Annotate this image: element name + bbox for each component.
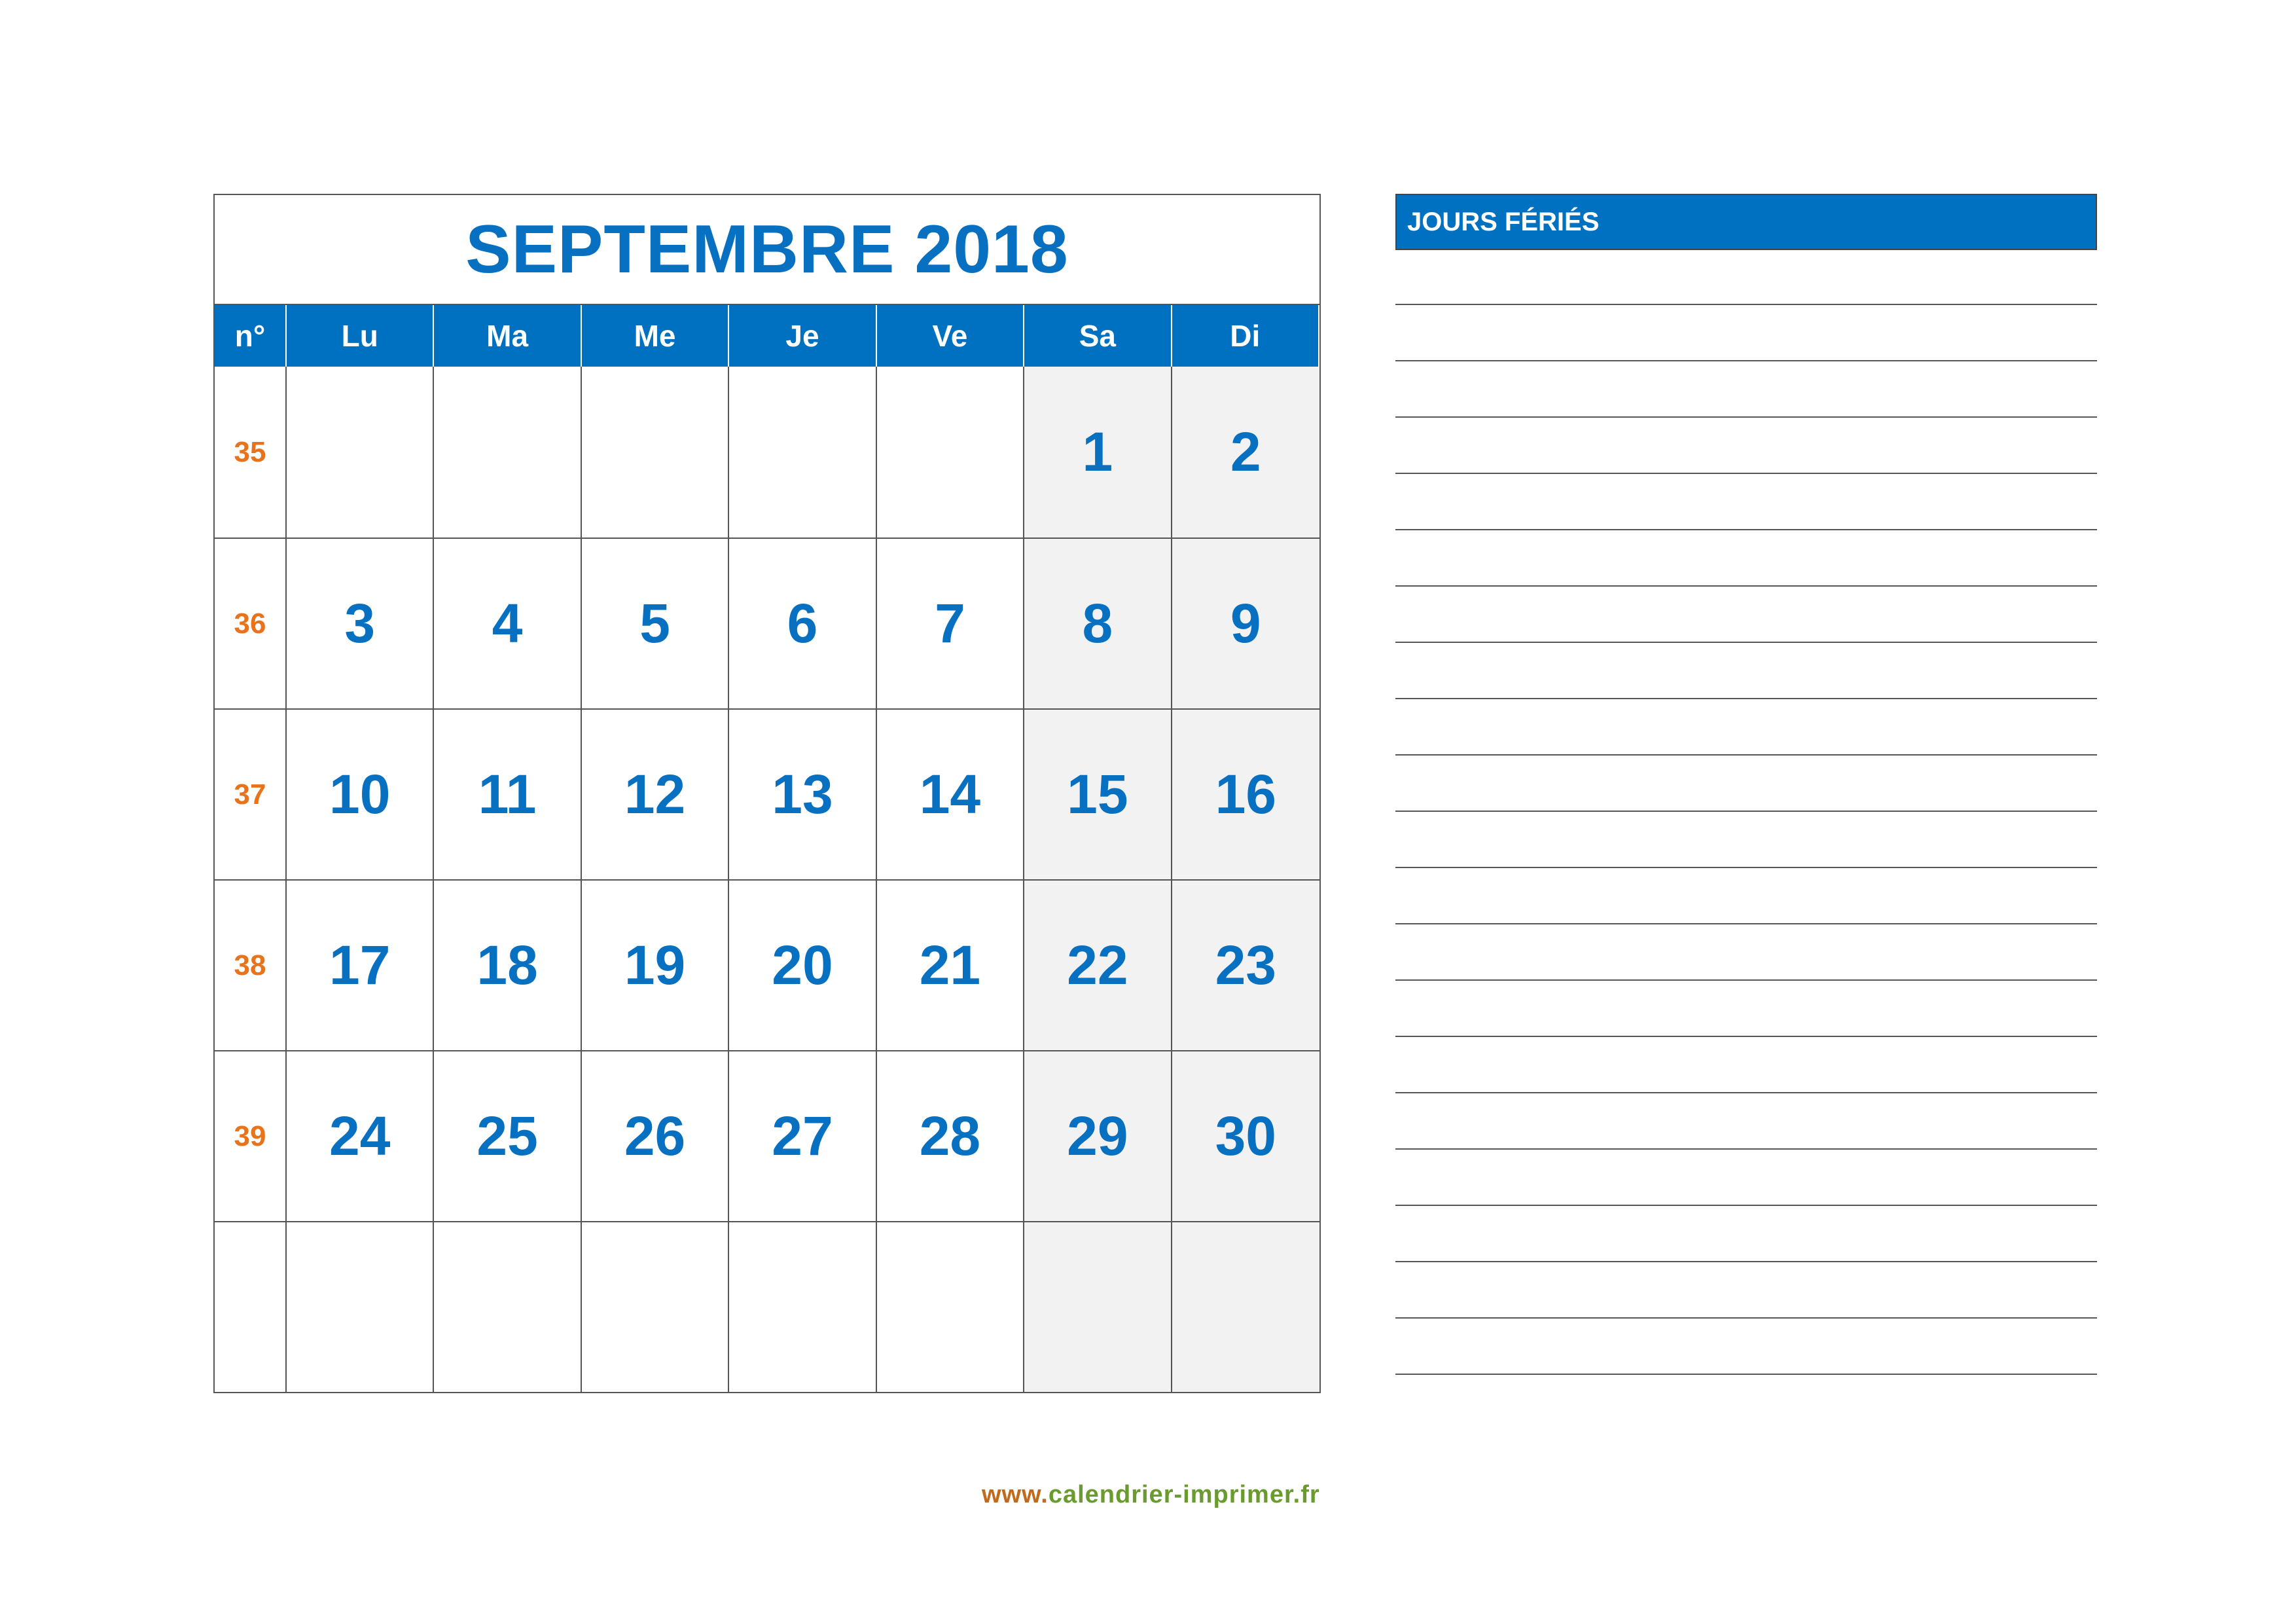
day-cell: 23 bbox=[1172, 879, 1319, 1050]
week-number: 37 bbox=[215, 708, 287, 879]
day-cell: 5 bbox=[582, 538, 729, 708]
day-cell bbox=[434, 1221, 581, 1392]
day-cell: 25 bbox=[434, 1050, 581, 1221]
day-cell: 30 bbox=[1172, 1050, 1319, 1221]
header-day-6: Sa bbox=[1024, 305, 1172, 367]
day-cell bbox=[287, 1221, 434, 1392]
header-day-3: Me bbox=[582, 305, 729, 367]
holiday-line bbox=[1395, 867, 2097, 868]
holiday-line bbox=[1395, 360, 2097, 361]
day-cell: 26 bbox=[582, 1050, 729, 1221]
calendar-grid bbox=[215, 305, 1319, 1392]
day-cell: 29 bbox=[1024, 1050, 1172, 1221]
day-cell: 20 bbox=[729, 879, 876, 1050]
header-day-2: Ma bbox=[434, 305, 581, 367]
holiday-line bbox=[1395, 698, 2097, 699]
day-cell: 11 bbox=[434, 708, 581, 879]
day-cell: 13 bbox=[729, 708, 876, 879]
header-day-5: Ve bbox=[877, 305, 1024, 367]
holiday-line bbox=[1395, 754, 2097, 756]
holiday-line bbox=[1395, 642, 2097, 643]
day-cell: 2 bbox=[1172, 367, 1319, 538]
day-cell: 22 bbox=[1024, 879, 1172, 1050]
header-week-number: n° bbox=[215, 305, 287, 367]
day-cell: 17 bbox=[287, 879, 434, 1050]
holiday-line bbox=[1395, 1205, 2097, 1206]
holiday-line bbox=[1395, 1036, 2097, 1037]
day-cell: 8 bbox=[1024, 538, 1172, 708]
holiday-line bbox=[1395, 979, 2097, 981]
day-cell: 24 bbox=[287, 1050, 434, 1221]
calendar bbox=[213, 194, 1321, 1393]
holiday-line bbox=[1395, 1148, 2097, 1150]
week-number: 38 bbox=[215, 879, 287, 1050]
holiday-line bbox=[1395, 811, 2097, 812]
day-cell bbox=[287, 367, 434, 538]
day-cell: 16 bbox=[1172, 708, 1319, 879]
day-cell: 4 bbox=[434, 538, 581, 708]
week-number: 35 bbox=[215, 367, 287, 538]
day-cell: 27 bbox=[729, 1050, 876, 1221]
month-title: SEPTEMBRE 2018 bbox=[215, 195, 1319, 305]
header-day-1: Lu bbox=[287, 305, 434, 367]
holiday-line bbox=[1395, 585, 2097, 587]
site-url[interactable] bbox=[982, 1481, 1320, 1509]
week-number: 36 bbox=[215, 538, 287, 708]
day-cell: 10 bbox=[287, 708, 434, 879]
site-url-domain: calendrier-imprimer.fr bbox=[1048, 1481, 1320, 1508]
day-cell: 15 bbox=[1024, 708, 1172, 879]
day-cell: 12 bbox=[582, 708, 729, 879]
holiday-line bbox=[1395, 1261, 2097, 1262]
site-url-prefix: www. bbox=[982, 1481, 1049, 1508]
header-day-7: Di bbox=[1172, 305, 1319, 367]
holiday-line bbox=[1395, 1374, 2097, 1375]
day-cell: 18 bbox=[434, 879, 581, 1050]
week-number bbox=[215, 1221, 287, 1392]
holidays-header: JOURS FÉRIÉS bbox=[1395, 194, 2097, 250]
holiday-line bbox=[1395, 1317, 2097, 1319]
holiday-lines bbox=[1395, 304, 2097, 1375]
day-cell: 1 bbox=[1024, 367, 1172, 538]
day-cell: 6 bbox=[729, 538, 876, 708]
day-cell: 19 bbox=[582, 879, 729, 1050]
day-cell bbox=[1024, 1221, 1172, 1392]
holiday-line bbox=[1395, 923, 2097, 924]
day-cell bbox=[877, 367, 1024, 538]
header-day-4: Je bbox=[729, 305, 876, 367]
day-cell bbox=[729, 1221, 876, 1392]
day-cell bbox=[582, 1221, 729, 1392]
holiday-line bbox=[1395, 416, 2097, 418]
day-cell bbox=[582, 367, 729, 538]
holiday-line bbox=[1395, 1092, 2097, 1093]
day-cell: 9 bbox=[1172, 538, 1319, 708]
week-number: 39 bbox=[215, 1050, 287, 1221]
day-cell bbox=[729, 367, 876, 538]
day-cell bbox=[1172, 1221, 1319, 1392]
day-cell bbox=[434, 367, 581, 538]
day-cell: 28 bbox=[877, 1050, 1024, 1221]
day-cell: 14 bbox=[877, 708, 1024, 879]
day-cell: 3 bbox=[287, 538, 434, 708]
holiday-line bbox=[1395, 304, 2097, 305]
day-cell: 7 bbox=[877, 538, 1024, 708]
holidays-panel bbox=[1395, 194, 2097, 1375]
holiday-line bbox=[1395, 529, 2097, 530]
holiday-line bbox=[1395, 473, 2097, 474]
day-cell bbox=[877, 1221, 1024, 1392]
day-cell: 21 bbox=[877, 879, 1024, 1050]
